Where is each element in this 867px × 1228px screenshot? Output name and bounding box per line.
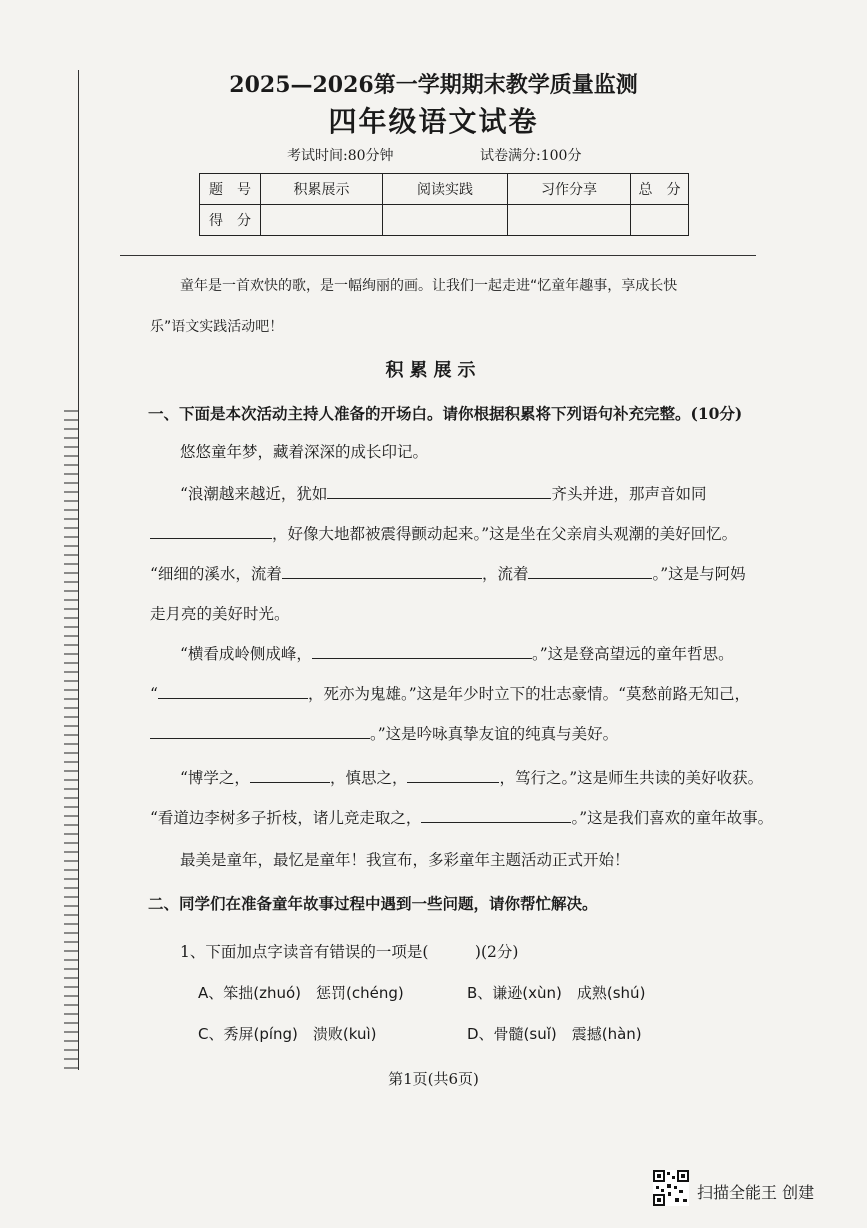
intro-line-2: 乐”语文实践活动吧！ — [150, 319, 284, 335]
answer-blank[interactable] — [528, 564, 652, 579]
score-input-cell[interactable] — [261, 205, 383, 236]
score-input-cell[interactable] — [631, 205, 689, 236]
q1-line — [150, 562, 746, 584]
score-table-cell: 总 分 — [631, 174, 689, 205]
option-c[interactable]: C、秀屏(píng) 溃败(kuì) — [198, 1025, 377, 1043]
score-table-header-row — [200, 174, 689, 205]
q1-line — [150, 722, 618, 744]
q1-text: “看道边李树多子折枝，诸儿竞走取之， — [150, 809, 422, 827]
q1-text: 。”这是与阿妈 — [652, 565, 746, 583]
answer-blank[interactable] — [421, 808, 571, 823]
q1-text: ，死亦为鬼雄。”这是年少时立下的壮志豪情。“莫愁前路无知己， — [307, 685, 751, 703]
question-1-heading: 一、下面是本次活动主持人准备的开场白。请你根据积累将下列语句补充完整。(10分) — [148, 404, 743, 423]
answer-blank[interactable] — [327, 484, 551, 499]
option-a[interactable]: A、笨拙(zhuó) 惩罚(chéng) — [198, 984, 404, 1002]
answer-blank[interactable] — [150, 524, 272, 539]
q1-line — [150, 522, 737, 544]
q1-line — [150, 682, 750, 704]
q1-text: 齐头并进，那声音如同 — [551, 485, 707, 503]
score-table-cell: 习作分享 — [508, 174, 631, 205]
score-table-cell: 得 分 — [200, 205, 261, 236]
intro-line-1: 童年是一首欢快的歌，是一幅绚丽的画。让我们一起走进“忆童年趣事，享成长快 — [180, 278, 678, 294]
binding-line — [78, 70, 79, 1070]
full-score: 试卷满分:100分 — [480, 148, 582, 164]
q1-text: ，笃行之。”这是师生共读的美好收获。 — [499, 769, 764, 787]
divider — [120, 255, 756, 256]
answer-blank[interactable] — [158, 684, 308, 699]
q1-text: “细细的溪水，流着 — [150, 565, 282, 583]
qr-code-icon — [653, 1170, 689, 1206]
q1-text: ，好像大地都被震得颤动起来。”这是坐在父亲肩头观潮的美好回忆。 — [272, 525, 738, 543]
answer-blank[interactable] — [282, 564, 482, 579]
option-d[interactable]: D、骨髓(suǐ) 震撼(hàn) — [467, 1025, 642, 1043]
scanner-watermark: 扫描全能王 创建 — [697, 1183, 815, 1202]
q1-line — [180, 482, 706, 504]
q1-line — [150, 806, 773, 828]
score-table-score-row — [200, 205, 689, 236]
answer-blank[interactable] — [150, 724, 370, 739]
q1-text: 。”这是我们喜欢的童年故事。 — [571, 809, 774, 827]
q1-line: 走月亮的美好时光。 — [150, 605, 290, 623]
exam-subtitle: 四年级语文试卷 — [328, 105, 539, 138]
section-title: 积累展示 — [385, 360, 482, 381]
exam-title: 2025—2026第一学期期末教学质量监测 — [229, 72, 638, 98]
score-table-cell: 阅读实践 — [383, 174, 508, 205]
q1-text: 。”这是吟咏真挚友谊的纯真与美好。 — [370, 725, 619, 743]
page-footer: 第1页(共6页) — [388, 1070, 479, 1088]
score-input-cell[interactable] — [383, 205, 508, 236]
score-input-cell[interactable] — [508, 205, 631, 236]
exam-time: 考试时间:80分钟 — [287, 148, 394, 164]
q1-text: “ — [150, 685, 158, 703]
q1-text: 。”这是登高望远的童年哲思。 — [531, 645, 734, 663]
score-table-cell: 题 号 — [200, 174, 261, 205]
q1-line: 最美是童年，最忆是童年！我宣布，多彩童年主题活动正式开始！ — [180, 851, 630, 869]
q1-text: “横看成岭侧成峰， — [180, 645, 312, 663]
q1-line — [180, 766, 763, 788]
score-table-cell: 积累展示 — [261, 174, 383, 205]
answer-blank[interactable] — [250, 768, 330, 783]
q1-text: “浪潮越来越近，犹如 — [180, 485, 328, 503]
answer-blank[interactable] — [312, 644, 532, 659]
q1-text: ，慎思之， — [329, 769, 408, 787]
margin-binding-marks — [64, 410, 78, 1070]
question-2-heading: 二、同学们在准备童年故事过程中遇到一些问题，请你帮忙解决。 — [148, 894, 598, 913]
answer-blank[interactable] — [407, 768, 499, 783]
q1-line — [180, 642, 734, 664]
option-b[interactable]: B、谦逊(xùn) 成熟(shú) — [467, 984, 646, 1002]
q1-line: 悠悠童年梦，藏着深深的成长印记。 — [180, 443, 429, 461]
q1-text: ，流着 — [481, 565, 529, 583]
score-table — [199, 173, 689, 236]
q1-text: “博学之， — [180, 769, 250, 787]
q2-subquestion-1: 1、下面加点字读音有错误的一项是( )(2分) — [180, 943, 519, 961]
